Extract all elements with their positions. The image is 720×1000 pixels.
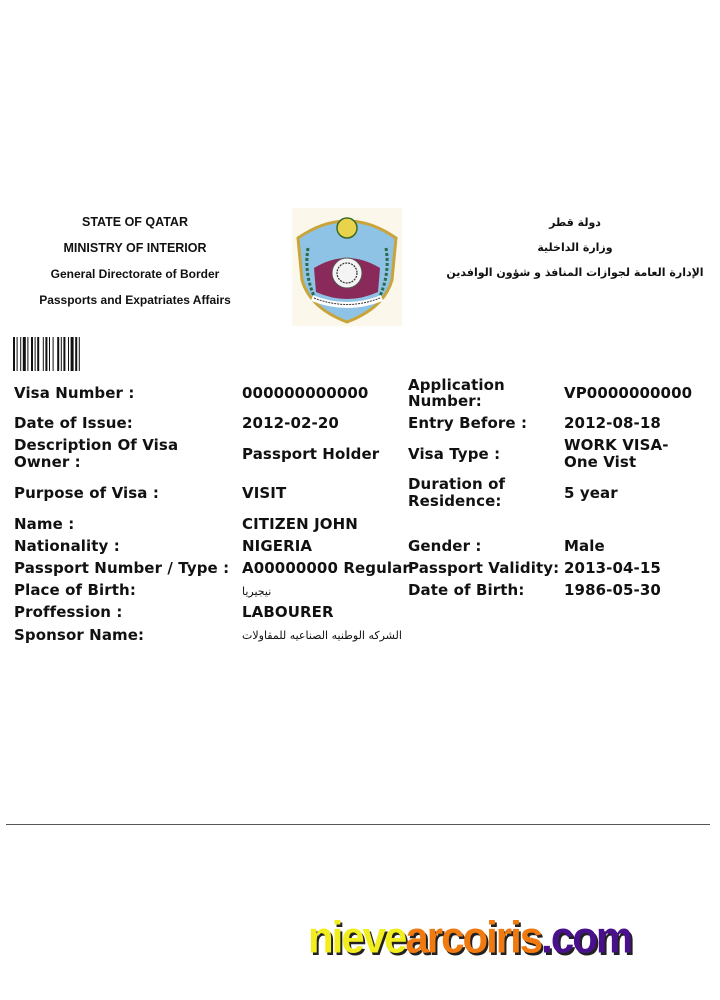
passport-validity-label: Passport Validity: (408, 559, 560, 577)
date-of-issue-label: Date of Issue: (14, 414, 133, 432)
barcode-bar (68, 337, 69, 371)
watermark-part-nieve: nieve (308, 912, 406, 963)
purpose-label: Purpose of Visa : (14, 484, 159, 502)
entry-before-value: 2012-08-18 (564, 414, 661, 432)
name-label: Name : (14, 515, 75, 533)
header-state: STATE OF QATAR (81, 215, 188, 229)
passport-validity-value: 2013-04-15 (564, 559, 661, 577)
date-of-birth-value: 1986-05-30 (564, 581, 661, 599)
barcode-bar (27, 337, 28, 371)
barcode-bar (49, 337, 50, 371)
purpose-value: VISIT (242, 484, 287, 502)
watermark-logo (308, 913, 631, 963)
barcode-icon (13, 337, 118, 371)
application-number-label-line2: Number: (408, 392, 482, 410)
ministry-of-interior-emblem-icon (292, 208, 402, 326)
barcode-bar (13, 337, 15, 371)
barcode-bar (61, 337, 62, 371)
visa-number-value: 000000000000 (242, 384, 369, 402)
gender-label: Gender : (408, 537, 482, 555)
place-of-birth-label: Place of Birth: (14, 581, 136, 599)
barcode-bar (35, 337, 36, 371)
passport-label: Passport Number / Type : (14, 559, 230, 577)
nationality-value: NIGERIA (242, 537, 313, 555)
header-affairs: Passports and Expatriates Affairs (39, 293, 231, 307)
watermark-part-com: .com (541, 912, 632, 963)
divider-line (6, 824, 710, 825)
profession-label: Proffession : (14, 603, 123, 621)
barcode-bar (20, 337, 21, 371)
passport-value: A00000000 Regular (242, 559, 410, 577)
profession-value: LABOURER (242, 603, 334, 621)
nationality-label: Nationality : (14, 537, 120, 555)
watermark-part-arcoiris: arcoiris (405, 912, 542, 963)
barcode-bar (31, 337, 33, 371)
barcode-bar (23, 337, 26, 371)
visa-type-value-line2: One Vist (564, 453, 637, 471)
barcode-bar (45, 337, 47, 371)
header-ministry: MINISTRY OF INTERIOR (63, 241, 207, 255)
date-of-birth-label: Date of Birth: (408, 581, 525, 599)
header-arabic-state: دولة قطر (549, 216, 601, 229)
duration-label-line1: Duration of (408, 475, 506, 493)
description-owner-value: Passport Holder (242, 445, 380, 463)
barcode-bar (71, 337, 74, 371)
duration-label-line2: Residence: (408, 492, 502, 510)
barcode-bar (57, 337, 59, 371)
date-of-issue-value: 2012-02-20 (242, 414, 339, 432)
header-arabic-ministry: وزارة الداخلية (537, 241, 613, 254)
duration-value: 5 year (564, 484, 618, 502)
barcode-bar (43, 337, 44, 371)
place-of-birth-value: نيجيريا (242, 585, 272, 598)
description-owner-label-line1: Description Of Visa (14, 436, 179, 454)
header-arabic-directorate: الإدارة العامة لجوازات المنافذ و شؤون الوافدين (446, 266, 704, 279)
barcode-bar (17, 337, 18, 371)
visa-type-label: Visa Type : (408, 445, 501, 463)
gender-value: Male (564, 537, 605, 555)
barcode-bar (63, 337, 65, 371)
application-number-label-line1: Application (408, 376, 505, 394)
visa-number-label: Visa Number : (14, 384, 135, 402)
barcode-bar (53, 337, 54, 371)
barcode-bar (79, 337, 80, 371)
barcode-bar (37, 337, 39, 371)
application-number-value: VP0000000000 (564, 384, 693, 402)
name-value: CITIZEN JOHN (242, 515, 358, 533)
visa-type-value-line1: WORK VISA- (564, 436, 669, 454)
sponsor-label: Sponsor Name: (14, 626, 145, 644)
description-owner-label-line2: Owner : (14, 453, 81, 471)
header-directorate: General Directorate of Border (50, 267, 220, 281)
sponsor-value: الشركه الوطنيه الصناعيه للمقاولات (242, 629, 402, 642)
barcode-bar (75, 337, 77, 371)
entry-before-label: Entry Before : (408, 414, 528, 432)
